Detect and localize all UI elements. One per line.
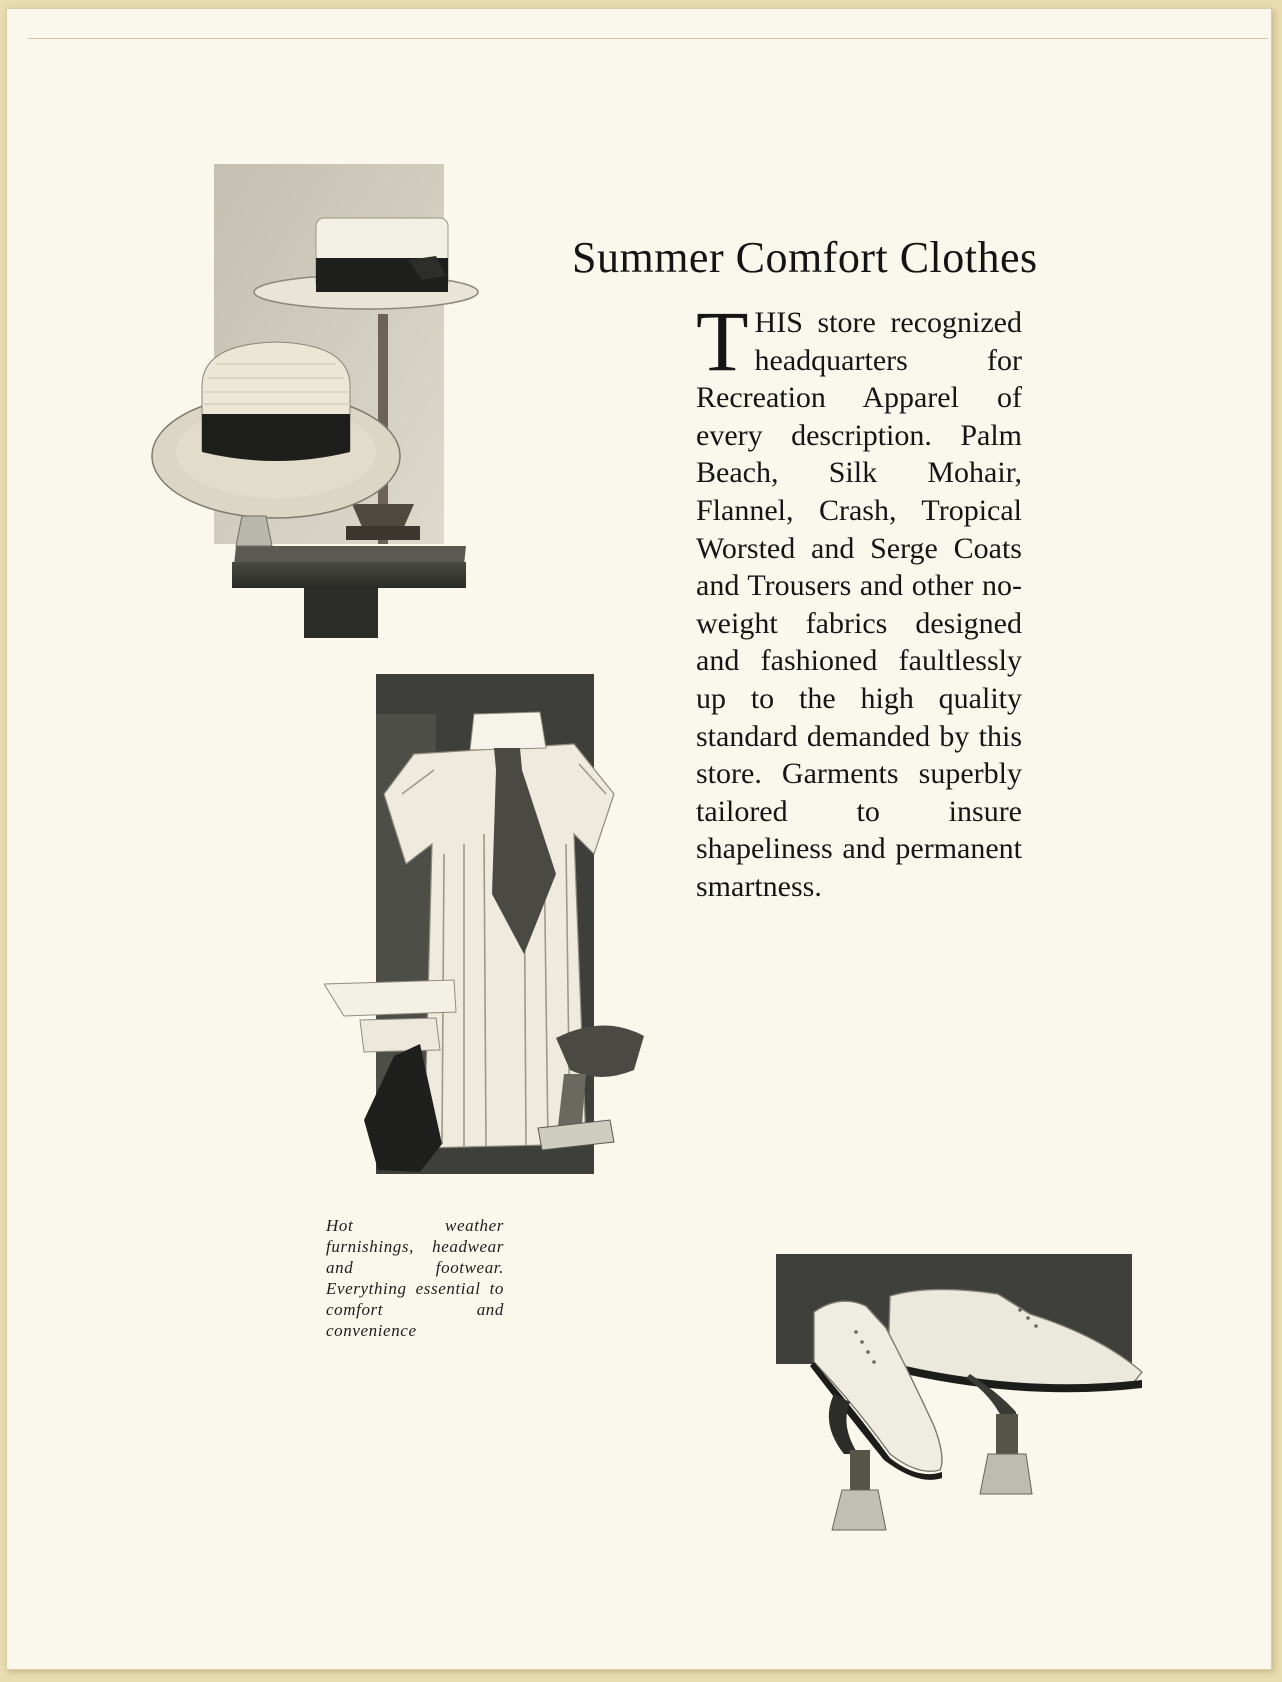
catalog-page	[6, 8, 1272, 1670]
hats-on-stand-photo	[146, 164, 496, 638]
white-oxford-shoes-photo	[770, 1254, 1150, 1544]
drop-cap: T	[696, 293, 749, 389]
shirt-tie-collars-photo	[324, 674, 684, 1190]
page-edge-line	[28, 38, 1268, 39]
page-title: Summer Comfort Clothes	[572, 233, 1038, 282]
photo-caption: Hot weather furnishings, headwear and footwear. Everything essential to comfort and convenience	[326, 1216, 504, 1340]
body-paragraph	[696, 293, 1022, 906]
body-text: HIS store recognized headquarters for Recreation Apparel of every description. Palm Beach, Silk Mohair, Flannel, Crash, Tropical Worsted and Serge Coats and Trousers and other no-weight fabrics designed and fashioned faultlessly up to the high quality standard demanded by this store. Garments superbly tailored to insure shapeliness and permanent smartness.	[696, 306, 1022, 903]
